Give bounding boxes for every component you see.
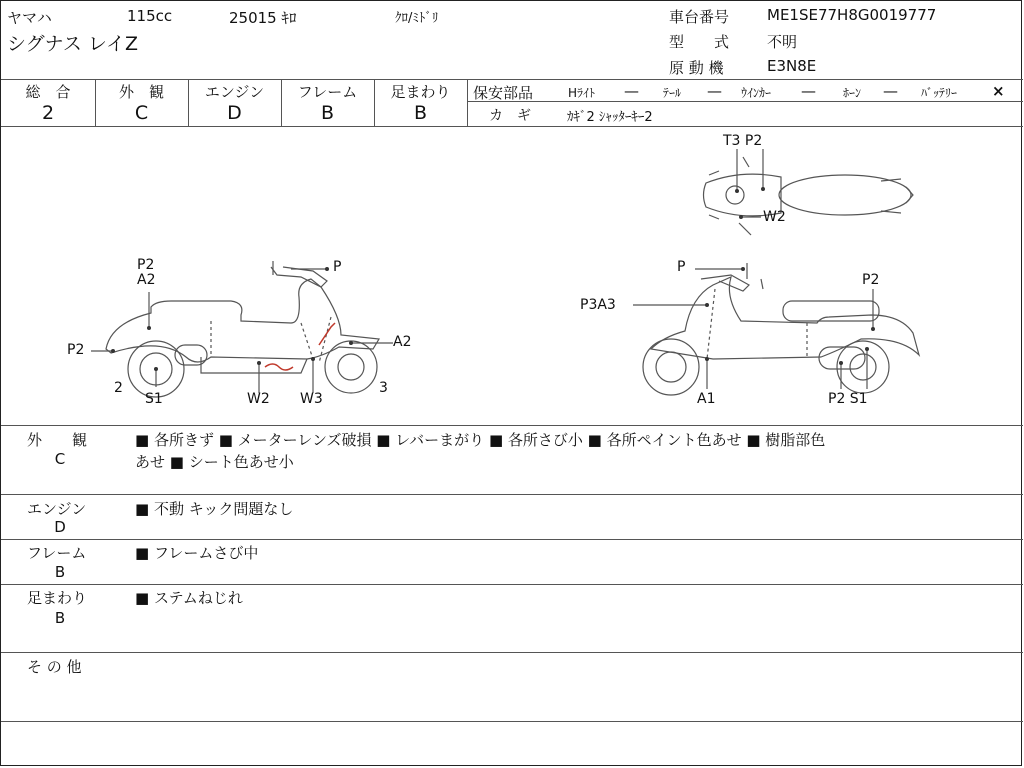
engine-model-value: E3N8E (767, 57, 817, 75)
label-p-right: P (677, 259, 686, 275)
model-name: シグナス レイZ (7, 33, 138, 55)
remark-label-engine: エンジン (27, 500, 87, 518)
safety-tail: ﾃｰﾙ (663, 86, 682, 100)
remark-text-exterior: ■ 各所きず ■ メーターレンズ破損 ■ レバーまがり ■ 各所さび小 ■ 各所ペイント色あせ ■ 樹脂部色 (135, 431, 826, 449)
label-a1: A1 (697, 391, 716, 407)
label-w2: W2 (247, 391, 270, 407)
label-2: 2 (114, 380, 123, 396)
divider (1, 79, 1023, 80)
safety-horn: ﾎｰﾝ (843, 86, 862, 100)
remark-label-other: そ の 他 (27, 658, 82, 676)
label-w3: W3 (300, 391, 323, 407)
top-view-seat (779, 175, 911, 215)
safety-horn-value: — (883, 82, 898, 100)
displacement: 115cc (127, 7, 173, 25)
remark-grade-suspension: B (54, 609, 66, 627)
grade-engine: D (227, 102, 242, 124)
remark-grade-frame: B (54, 563, 66, 581)
grade-frame: B (320, 102, 335, 124)
engine-model-label: 原 動 機 (669, 59, 724, 77)
frame-no-label: 車台番号 (669, 8, 730, 26)
damage-marks (265, 323, 335, 370)
label-3: 3 (379, 380, 388, 396)
grade-label-engine: エンジン (204, 83, 265, 101)
grade-suspension: B (413, 102, 428, 124)
label-p-left: P (333, 259, 342, 275)
label-p3a3: P3A3 (580, 297, 616, 313)
label-p2s1: P2 S1 (828, 391, 868, 407)
grade-label-suspension: 足まわり (390, 83, 451, 101)
frame-no: ME1SE77H8G0019777 (767, 6, 937, 24)
grade-label-exterior: 外 観 (118, 83, 164, 101)
safety-battery-value: × (992, 82, 1005, 100)
safety-winker-value: — (801, 82, 816, 100)
safety-tail-value: — (707, 82, 722, 100)
color: ｸﾛ/ﾐﾄﾞﾘ (395, 11, 439, 26)
type-label: 型 式 (669, 33, 730, 51)
grade-exterior: C (134, 102, 149, 124)
label-w2-top: W2 (763, 209, 786, 225)
label-s1: S1 (145, 391, 163, 407)
key-value: ｶｷﾞ2 ｼｬｯﾀｰｷｰ2 (567, 110, 653, 125)
label-a2-left: A2 (137, 272, 156, 288)
label-p2-right: P2 (862, 272, 880, 288)
remark-label-suspension: 足まわり (27, 589, 88, 607)
grade-label-frame: フレーム (297, 83, 358, 101)
label-t3p2: T3 P2 (723, 133, 763, 149)
remark-label-exterior: 外 観 (27, 431, 88, 449)
remark-label-frame: フレーム (27, 544, 87, 562)
remark-grade-engine: D (54, 518, 66, 536)
safety-battery: ﾊﾞｯﾃﾘｰ (921, 86, 958, 100)
grade-overall: 2 (41, 102, 55, 124)
grade-label-overall: 総 合 (25, 83, 71, 101)
safety-winker: ｳｲﾝｶｰ (741, 86, 772, 100)
remark-text-frame: ■ フレームさび中 (135, 544, 259, 562)
remark-grade-exterior: C (54, 450, 66, 468)
safety-headlight: Hﾗｲﾄ (568, 86, 596, 100)
remark-text-suspension: ■ ステムねじれ (135, 589, 243, 607)
safety-headlight-value: — (624, 82, 639, 100)
type-value: 不明 (767, 33, 798, 51)
maker: ヤマハ (7, 9, 52, 27)
label-p2-left-b: P2 (67, 342, 85, 358)
label-a2-front: A2 (393, 334, 412, 350)
remark-text-exterior-2: あせ ■ シート色あせ小 (135, 453, 294, 471)
key-label: カ ギ (489, 108, 531, 124)
mileage: 25015 ｷﾛ (229, 9, 297, 27)
safety-title: 保安部品 (473, 84, 534, 102)
remark-text-engine: ■ 不動 キック問題なし (135, 500, 294, 518)
label-p2-left-a: P2 (137, 257, 155, 273)
